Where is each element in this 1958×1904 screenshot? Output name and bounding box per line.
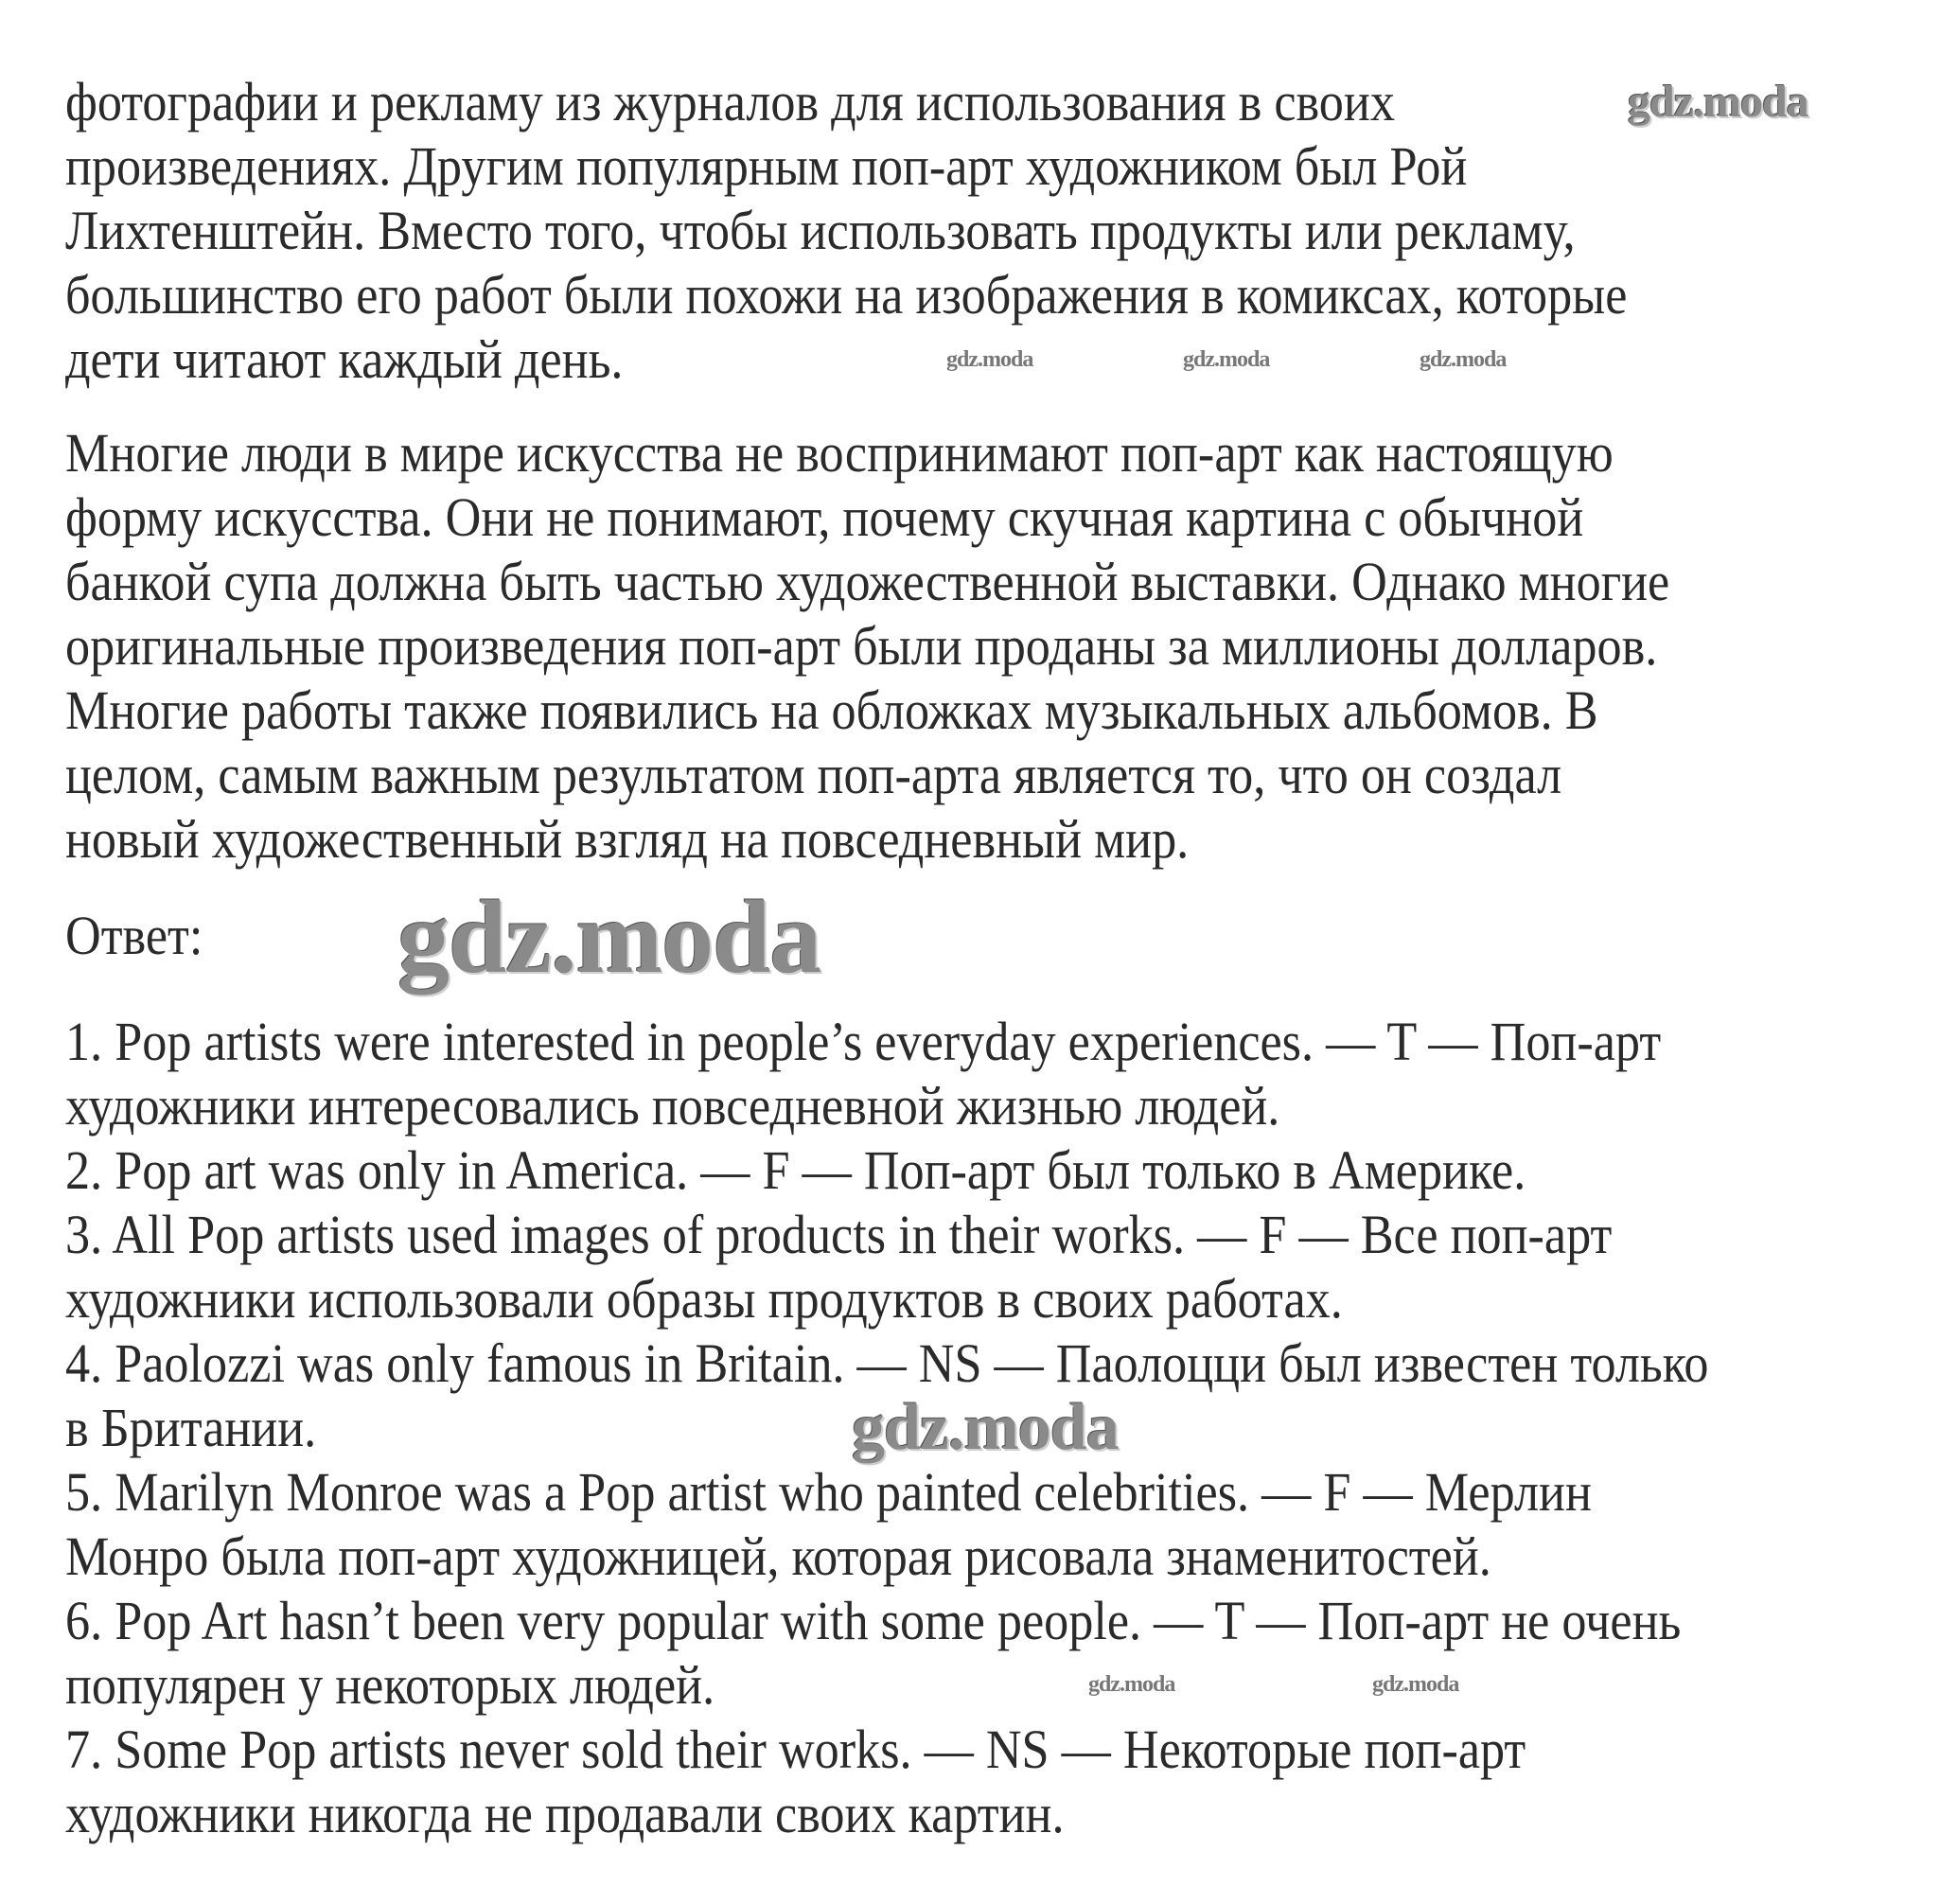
text-line: Многие работы также появились на обложках музыкальных альбомов. В — [65, 679, 1598, 741]
answer-line: 3. All Pop artists used images of products in their works. — F — Все поп-арт — [65, 1204, 1613, 1265]
watermark: gdz.moda — [1628, 77, 1808, 127]
text-line: большинство его работ были похожи на изображения в комиксах, которые — [65, 264, 1628, 326]
answer-line: Монро была поп-арт художницей, которая рисовала знаменитостей. — [65, 1525, 1491, 1587]
answer-line: 6. Pop Art hasn’t been very popular with some people. — T — Поп-арт не очень — [65, 1590, 1682, 1651]
text-line: форму искусства. Они не понимают, почему скучная картина с обычной — [65, 486, 1584, 548]
text-line: фотографии и рекламу из журналов для использования в своих — [65, 71, 1395, 132]
watermark: gdz.moda — [1372, 1672, 1459, 1697]
answer-line: 7. Some Pop artists never sold their works. — NS — Некоторые поп-арт — [65, 1719, 1526, 1780]
text-line: дети читают каждый день. — [65, 328, 624, 390]
watermark: gdz.moda — [852, 1391, 1119, 1464]
answer-line: 2. Pop art was only in America. — F — Поп-арт был только в Америке. — [65, 1139, 1526, 1201]
answer-line: художники использовали образы продуктов в своих работах. — [65, 1268, 1343, 1330]
text-line: произведениях. Другим популярным поп-арт художником был Рой — [65, 135, 1468, 197]
answer-heading: Ответ: — [65, 905, 203, 966]
answer-line: 4. Paolozzi was only famous in Britain. — NS — Паолоцци был известен только — [65, 1332, 1709, 1394]
text-line: новый художественный взгляд на повседневный мир. — [65, 808, 1190, 870]
text-line: Лихтенштейн. Вместо того, чтобы использовать продукты или рекламу, — [65, 200, 1576, 261]
answer-line: популярен у некоторых людей. — [65, 1654, 715, 1716]
text-line: Многие люди в мире искусства не воспринимают поп-арт как настоящую — [65, 422, 1614, 484]
answer-line: 5. Marilyn Monroe was a Pop artist who painted celebrities. — F — Мерлин — [65, 1461, 1592, 1523]
answer-line: в Британии. — [65, 1397, 317, 1458]
watermark: gdz.moda — [1088, 1672, 1175, 1697]
answer-line: художники интересовались повседневной жизнью людей. — [65, 1075, 1280, 1137]
text-line: банкой супа должна быть частью художественной выставки. Однако многие — [65, 551, 1670, 612]
text-line: целом, самым важным результатом поп-арта является то, что он создал — [65, 744, 1562, 805]
watermark: gdz.moda — [397, 879, 821, 995]
answer-line: художники никогда не продавали своих картин. — [65, 1783, 1065, 1844]
text-line: оригинальные произведения поп-арт были проданы за миллионы долларов. — [65, 615, 1658, 677]
watermark: gdz.moda — [1183, 347, 1270, 372]
watermark: gdz.moda — [946, 347, 1033, 372]
answer-line: 1. Pop artists were interested in people’s everyday experiences. — T — Поп-арт — [65, 1011, 1662, 1072]
watermark: gdz.moda — [1420, 347, 1507, 372]
